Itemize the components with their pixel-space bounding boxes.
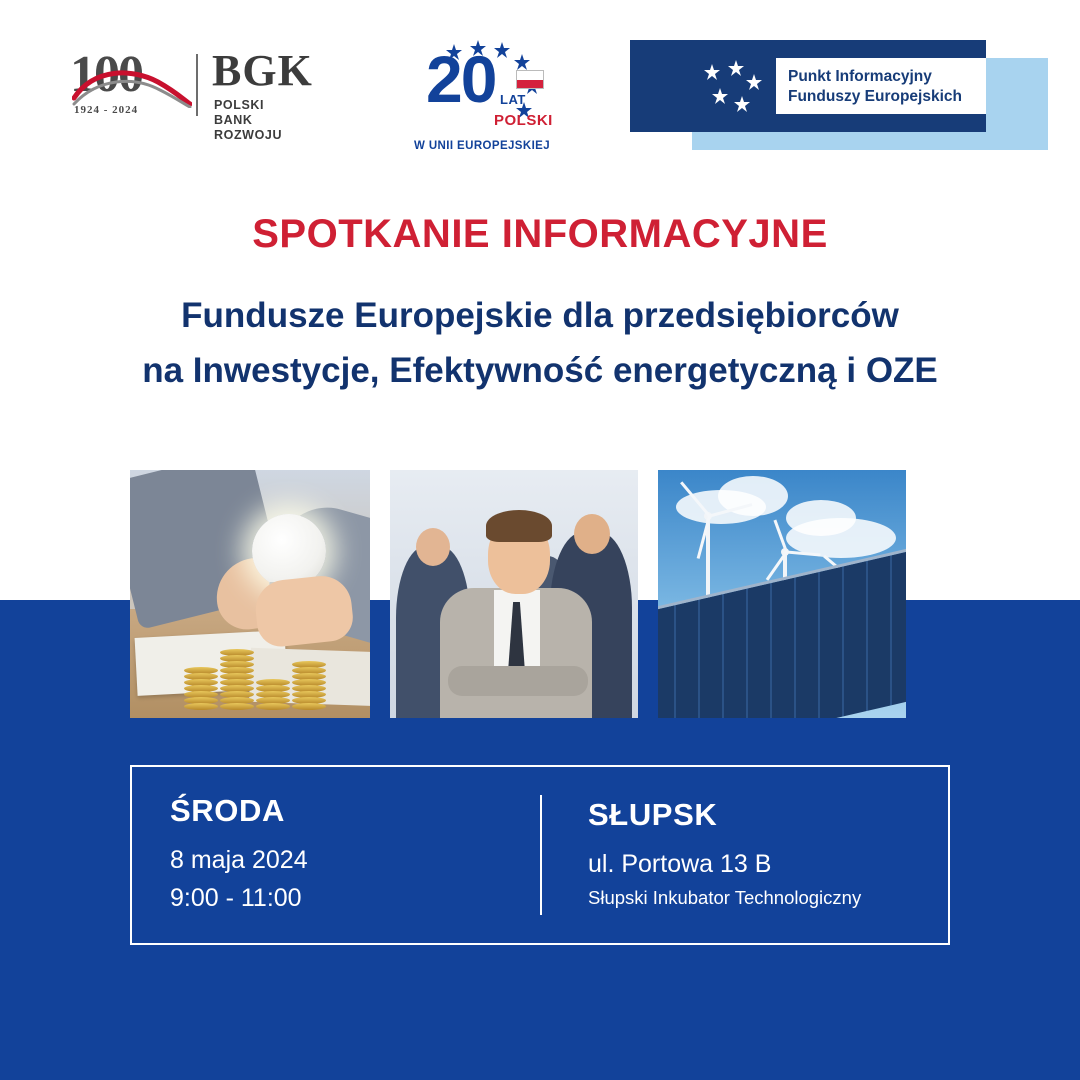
bgk-dates: 1924 - 2024 bbox=[74, 104, 139, 116]
event-time: 9:00 - 11:00 bbox=[170, 884, 302, 912]
pife-logo bbox=[630, 40, 1048, 150]
poland-flag-icon bbox=[516, 70, 544, 89]
page-subtitle-line2: na Inwestycje, Efektywność energetyczną i OZE bbox=[142, 351, 938, 390]
photo-strip bbox=[130, 470, 950, 730]
bgk-subtitle-line2: ROZWOJU bbox=[214, 128, 283, 142]
event-day: ŚRODA bbox=[170, 793, 285, 828]
photo-coins-lightbulb bbox=[130, 470, 370, 718]
event-date: 8 maja 2024 bbox=[170, 846, 308, 874]
page-subtitle-line1: Fundusze Europejskie dla przedsiębiorców bbox=[181, 296, 899, 335]
eu-stars-icon bbox=[692, 58, 776, 114]
bgk-anniversary-number: 100 bbox=[70, 46, 142, 103]
bgk-subtitle bbox=[214, 98, 300, 143]
eu-20-number: 20 bbox=[426, 42, 496, 116]
logo-row bbox=[0, 0, 1080, 185]
coins-icon bbox=[184, 624, 334, 710]
event-street: ul. Portowa 13 B bbox=[588, 850, 772, 878]
event-details-box bbox=[130, 765, 950, 945]
pife-line1: Punkt Informacyjny bbox=[788, 68, 932, 85]
page-title: SPOTKANIE INFORMACYJNE bbox=[252, 212, 828, 256]
eu-20-years-logo bbox=[412, 40, 572, 160]
bgk-logo bbox=[70, 46, 313, 142]
page-subtitle bbox=[0, 288, 1080, 398]
pife-white-panel bbox=[692, 58, 986, 114]
eu-20-in-eu-label: W UNII EUROPEJSKIEJ bbox=[414, 140, 551, 152]
photo-businessmen bbox=[390, 470, 638, 718]
event-date-column bbox=[132, 793, 540, 917]
bgk-divider bbox=[196, 54, 198, 116]
pife-stars-block bbox=[692, 58, 776, 114]
eu-20-polski-label: POLSKI bbox=[494, 112, 553, 129]
pife-line2: Funduszy Europejskich bbox=[788, 88, 962, 105]
pife-text bbox=[788, 67, 962, 107]
eu-20-lat-label: LAT bbox=[500, 92, 526, 107]
photo-solar-wind bbox=[658, 470, 906, 718]
bgk-subtitle-line1: POLSKI BANK bbox=[214, 98, 265, 127]
event-city: SŁUPSK bbox=[588, 797, 718, 832]
event-venue: Słupski Inkubator Technologiczny bbox=[588, 887, 862, 908]
bgk-name: BGK bbox=[212, 46, 313, 95]
event-location-column bbox=[540, 795, 948, 915]
